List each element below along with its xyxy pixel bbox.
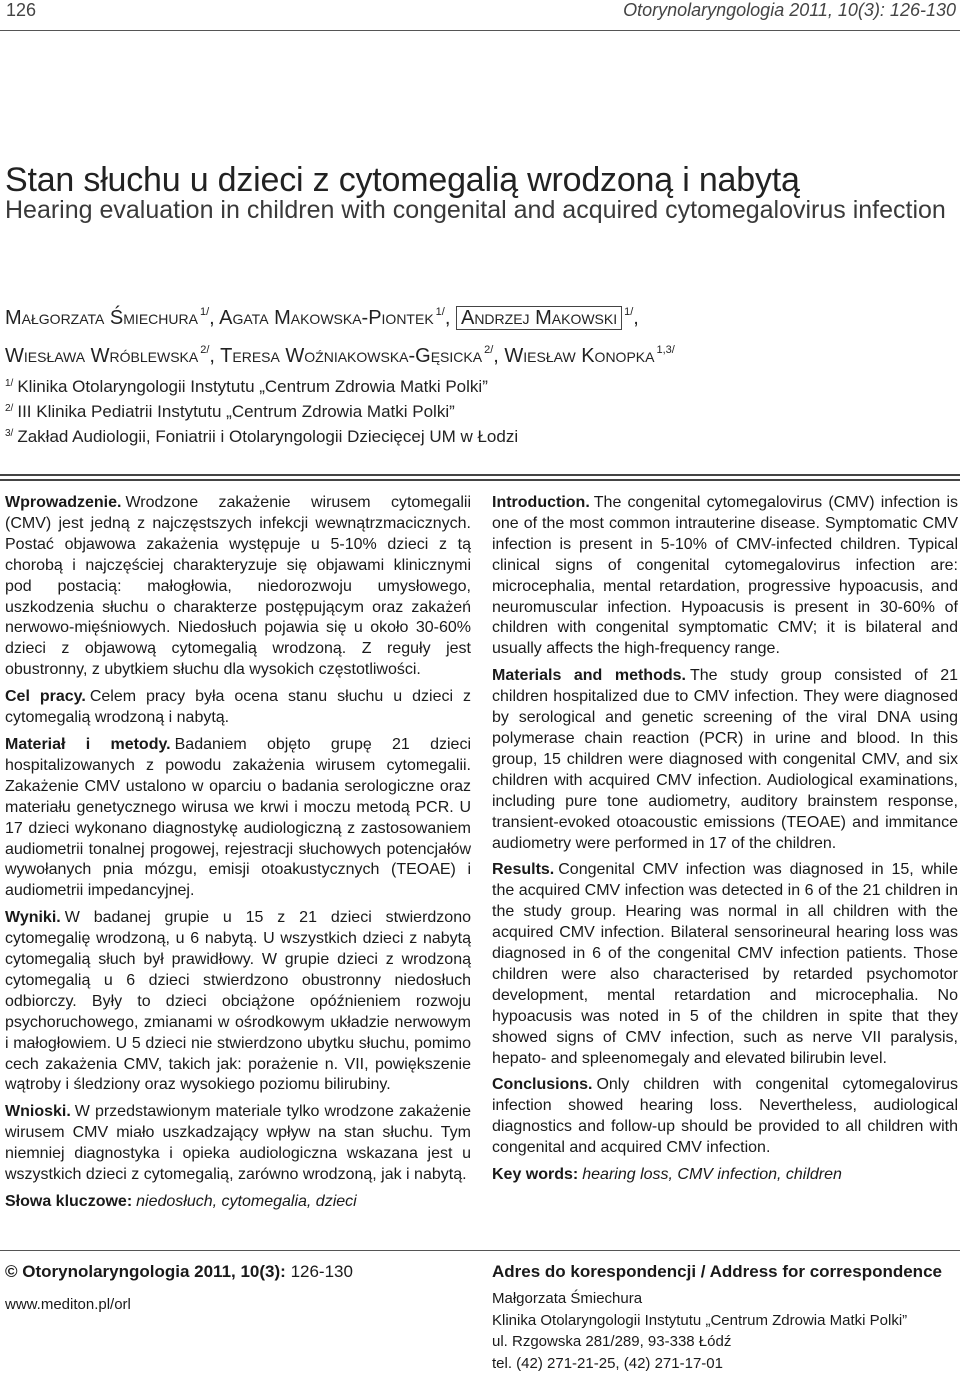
section-text: The study group consisted of 21 children hospitalized due to CMV infection. They were diagnosed by serological and genetic screening of the viral DNA using polymerase chain reaction (PCR) in urine and blood. In this group, 15 children were diagnosed with congenital CMV, and six children with acquired CMV infection. Audiological examinations, including pure tone audiometry, auditory brainstem response, transient-evoked otoacoustic emissions (TEOAE) and immitance audiometry were performed in 17 of the children. [492, 667, 958, 852]
footer-divider [0, 1250, 960, 1251]
keywords-label: Key words: [492, 1166, 579, 1184]
correspondence-line: tel. (42) 271-21-25, (42) 271-17-01 [492, 1354, 723, 1372]
author-affiliation-mark: 1/ [199, 306, 210, 318]
section-text: Congenital CMV infection was diagnosed in 15, while the acquired CMV infection was detected in 6 of the 21 children in the study group. Hearing was normal in all children with the acquired CMV infection. Bilateral sensorineural hearing loss was diagnosed in 6 of the congenital CMV infection patients. Those children were also characterised by retarded psychomotor development, mental retardation and microcephalia. No hypoacusis was noted in 5 of the children in spite that they showed signs of CMV infection, such as nerve VII paralysis, hepato- and spleenomegaly and elevated bilirubin level. [492, 861, 958, 1067]
article-title-english: Hearing evaluation in children with congenital and acquired cytomegalovirus infection [5, 196, 946, 224]
keywords-label: Słowa kluczowe: [5, 1193, 133, 1210]
header-divider [0, 30, 960, 31]
keywords [5, 1192, 471, 1213]
author-name: Wiesław Konopka [504, 345, 655, 367]
correspondence-line: ul. Rzgowska 281/289, 93-338 Łódź [492, 1333, 732, 1350]
section-label: Materials and methods. [492, 667, 686, 685]
author-affiliation-mark: 1,3/ [656, 344, 675, 356]
section-label: Wnioski. [5, 1103, 71, 1121]
abstract-section-methods [5, 735, 471, 902]
copyright-pages: 126-130 [290, 1262, 353, 1281]
correspondence-heading: Adres do korespondencji / Address for correspondence [492, 1262, 942, 1281]
section-text: Badaniem objęto grupę 21 dzieci hospitalizowanych z powodu zakażenia wirusem cytomegalii. Zakażenie CMV ustalono w oparciu o badania serologiczne oraz materiału genetycznego wirusa we krwi i moczu metodą PCR. U 17 dzieci wykonano diagnostykę audiologiczną z zastosowaniem audiometrii tonalnej progowej, rejestracji słuchowych potencjałów wywołanych pnia mózgu, emisji otoakustycznych (TEOAE) i audiometrii impedancyjnej. [5, 735, 471, 900]
affiliation-text: III Klinika Pediatrii Instytutu „Centrum Zdrowia Matki Polki” [17, 402, 455, 421]
author-affiliation-mark: 2/ [200, 344, 210, 356]
author-line-1 [5, 296, 955, 334]
author-separator: , [444, 307, 456, 329]
section-label: Introduction. [492, 494, 590, 511]
author-affiliation-mark: 2/ [484, 344, 494, 356]
abstract-section-aim [5, 687, 471, 729]
abstract-section-intro [5, 493, 471, 681]
abstract-section-conclusions [492, 1075, 958, 1159]
page-header [0, 0, 960, 26]
affiliation-mark: 2/ [5, 403, 14, 414]
affiliation-item [5, 423, 955, 448]
author-name-boxed: Andrzej Makowski [456, 306, 622, 330]
author-line-2 [5, 334, 955, 372]
affiliation-item [5, 398, 955, 423]
section-text: W przedstawionym materiale tylko wrodzone zakażenie wirusem CMV miało uszkadzający wpływ na stan słuchu. Tym niemniej diagnostyka i opieka audiologiczna wskazana jest u wszystkich dzieci z cytomegalią, zarówno wrodzoną, jak i nabytą. [5, 1103, 471, 1184]
author-name: Małgorzata Śmiechura [5, 307, 198, 329]
author-name: Agata Makowska-Piontek [219, 307, 434, 329]
author-name: Wiesława Wróblewska [5, 345, 199, 367]
article-title-polish: Stan słuchu u dzieci z cytomegalią wrodzoną i nabytą [5, 160, 800, 199]
abstract-section-conclusions [5, 1102, 471, 1186]
affiliation-list [5, 373, 955, 448]
copyright-label: © Otorynolaryngologia 2011, 10(3): [5, 1262, 286, 1281]
author-separator: , [209, 307, 220, 329]
abstract-divider-bottom [0, 479, 960, 481]
affiliation-text: Zakład Audiologii, Foniatrii i Otolaryngologii Dziecięcej UM w Łodzi [17, 427, 519, 446]
page-number: 126 [6, 0, 37, 20]
section-label: Materiał i metody. [5, 735, 171, 753]
correspondence-line: Klinika Otolaryngologii Instytutu „Centrum Zdrowia Matki Polki” [492, 1311, 908, 1329]
author-separator: , [493, 345, 505, 367]
keywords [492, 1165, 958, 1186]
affiliation-mark: 1/ [5, 378, 14, 389]
journal-website-link[interactable]: www.mediton.pl/orl [5, 1296, 131, 1313]
abstract-divider-top [0, 474, 960, 476]
correspondence-address [492, 1288, 907, 1374]
affiliation-item [5, 373, 955, 398]
abstract-polish [5, 493, 471, 1219]
abstract-section-results [492, 860, 958, 1069]
affiliation-text: Klinika Otolaryngologii Instytutu „Centrum Zdrowia Matki Polki” [17, 377, 488, 396]
author-affiliation-mark: 1/ [435, 306, 445, 318]
author-name: Teresa Woźniakowska-Gęsicka [220, 345, 483, 367]
copyright-line [5, 1262, 353, 1282]
section-label: Wprowadzenie. [5, 494, 122, 511]
author-separator: , [633, 307, 639, 329]
section-text: Celem pracy była ocena stanu słuchu u dzieci z cytomegalią wrodzoną i nabytą. [5, 688, 471, 727]
keywords-text: niedosłuch, cytomegalia, dzieci [136, 1193, 357, 1210]
abstract-section-intro [492, 493, 958, 660]
section-text: Only children with congenital cytomegalovirus infection showed hearing loss. Nevertheless, audiological diagnostics and follow-up should be provided to all children with congenital and acquired CMV infection. [492, 1076, 958, 1157]
abstract-section-results [5, 908, 471, 1096]
author-separator: , [209, 345, 221, 367]
section-text: W badanej grupie u 15 z 21 dzieci stwierdzono cytomegalię wrodzoną, u 6 nabytą. U wszystkich dzieci z nabytą cytomegalią słuch był prawidłowy. W grupie dzieci z wrodzoną cytomegalią u 6 dzieci stwierdzono obustronny niedosłuch odbiorczy. Były to dzieci obciążone opóźnieniem rozwoju psychoruchowego, zmianami w ośrodkowym układzie nerwowym i małogłowiem. U 5 dzieci nie stwierdzono ubytku słuchu, pomimo cech zakażenia CMV, takich jak: porażenie n. VII, powiększenie wątroby i śledziony oraz wysokiego poziomu bilirubiny. [5, 909, 471, 1094]
author-affiliation-mark: 1/ [624, 306, 634, 318]
abstract-english [492, 493, 958, 1192]
section-label: Wyniki. [5, 909, 61, 927]
abstract-section-methods [492, 666, 958, 854]
correspondence-line: Małgorzata Śmiechura [492, 1290, 643, 1307]
keywords-text: hearing loss, CMV infection, children [582, 1166, 842, 1184]
journal-reference: Otorynolaryngologia 2011, 10(3): 126-130 [623, 0, 956, 20]
section-text: The congenital cytomegalovirus (CMV) infection is one of the most common intrauterine disease. Symptomatic CMV infection is present in 5-10% of CMV-infected children. Typical clinical signs of congenital cytomegalovirus infection are: microcephalia, mental retardation, progressive hypoacusis, and neuromuscular infection. Hypoacusis is present in 30-60% of children with congenital symptomatic CMV; it is bilateral and usually affects the high-frequency range. [492, 494, 958, 658]
section-label: Results. [492, 861, 555, 879]
section-label: Conclusions. [492, 1076, 593, 1094]
affiliation-mark: 3/ [5, 428, 14, 439]
section-text: Wrodzone zakażenie wirusem cytomegalii (CMV) jest jedną z najczęstszych infekcji wewnątrzmacicznych. Postać objawowa zakażenia występuje u 5-10% dzieci z tą chorobą i najczęściej charakteryzuje się objawami klinicznymi pod postacią: małogłowia, niedorozwoju umysłowego, uszkodzenia słuchu o charakterze postępującym oraz zakażeń nerwowo-mięśniowych. Niedosłuch pojawia się u około 30-60% dzieci z objawową cytomegalią wrodzoną. Z reguły jest obustronny, z ubytkiem słuchu dla wysokich częstotliwości. [5, 494, 471, 679]
author-list [5, 296, 955, 372]
section-label: Cel pracy. [5, 688, 86, 706]
